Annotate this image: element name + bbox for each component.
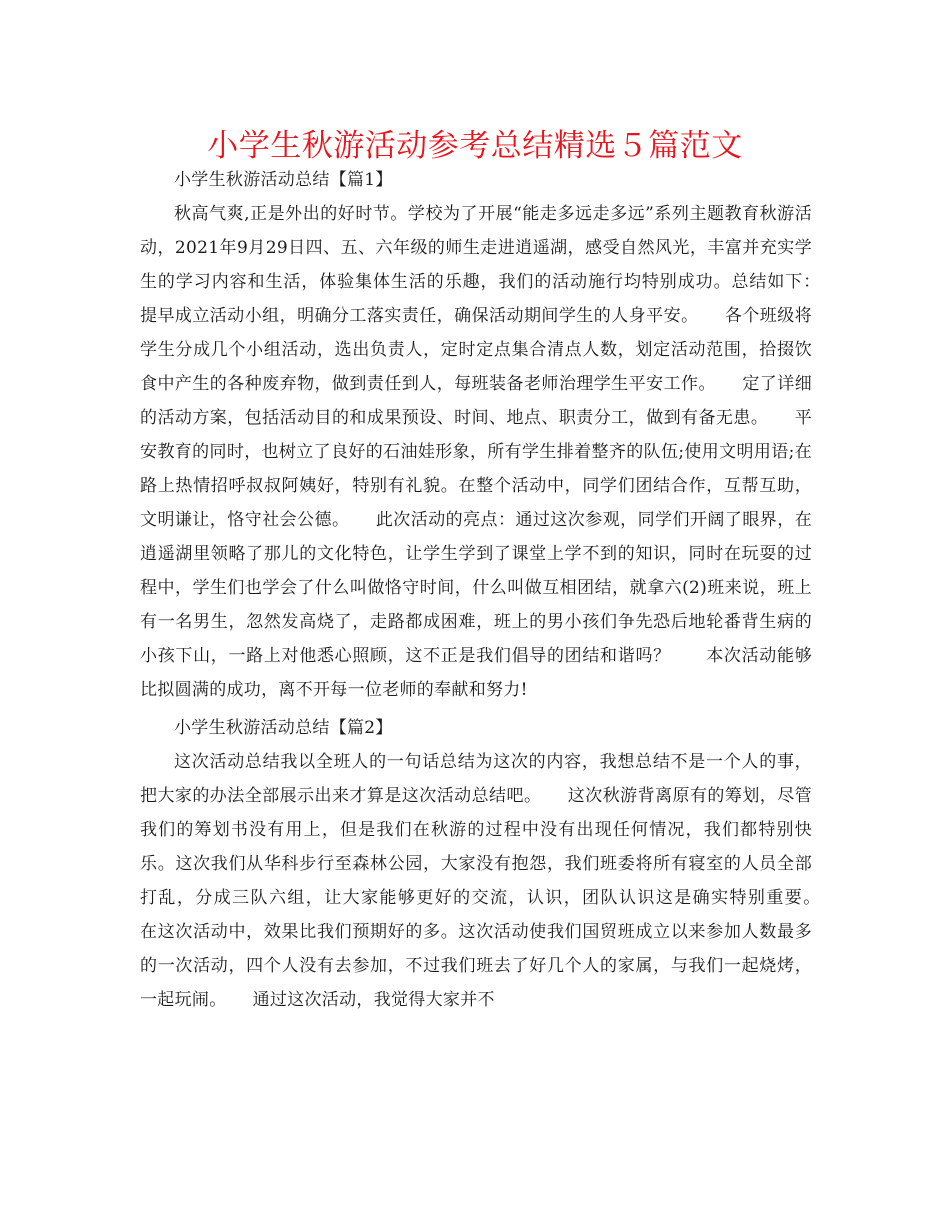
section-heading-2: 小学生秋游活动总结【篇2】 <box>174 718 393 738</box>
section-paragraph-2: 这次活动总结我以全班人的一句话总结为这次的内容，我想总结不是一个人的事，把大家的办法全部展示出来才算是这次活动总结吧。 这次秋游背离原有的筹划，尽管我们的筹划书没有用上，但是我们在秋游的过程中没有出现任何情况，我们都特别快乐。这次我们从华科步行至森林公园，大家没有抱怨，我们班委将所有寝室的人员全部打乱，分成三队六组，让大家能够更好的交流，认识，团队认识这是确实特别重要。 在这次活动中，效果比我们预期好的多。这次活动使我们国贸班成立以来参加人数最多的一次活动，四个人没有去参加，不过我们班去了好几个人的家属，与我们一起烧烤，一起玩闹。 通过这次活动，我觉得大家并不 <box>140 752 847 1010</box>
section-heading-1: 小学生秋游活动总结【篇1】 <box>174 170 393 190</box>
section-paragraph-1: 秋高气爽,正是外出的好时节。学校为了开展“能走多远走多远”系列主题教育秋游活动，2021年9月29日四、五、六年级的师生走进逍遥湖，感受自然风光，丰富并充实学生的学习内容和生活，体验集体生活的乐趣，我们的活动施行均特别成功。总结如下： 提早成立活动小组，明确分工落实责任，确保活动期间学生的人身平安。 各个班级将学生分成几个小组活动，选出负责人，定时定点集合清点人数，划定活动范围，拾掇饮食中产生的各种废弃物，做到责任到人，每班装备老师治理学生平安工作。 定了详细的活动方案，包括活动目的和成果预设、时间、地点、职责分工，做到有备无患。 平安教育的同时，也树立了良好的石油娃形象，所有学生排着整齐的队伍;使用文明用语;在路上热情招呼叔叔阿姨好，特别有礼貌。在整个活动中，同学们团结合作，互帮互助，文明谦让，恪守社会公德。 此次活动的亮点：通过这次参观，同学们开阔了眼界，在逍遥湖里领略了那儿的文化特色，让学生学到了课堂上学不到的知识，同时在玩耍的过程中，学生们也学会了什么叫做恪守时间，什么叫做互相团结，就拿六(2)班来说，班上有一名男生，忽然发高烧了，走路都成困难，班上的男小孩们争先恐后地轮番背生病的小孩下山，一路上对他悉心照顾，这不正是我们倡导的团结和谐吗？ 本次活动能够比拟圆满的成功，离不开每一位老师的奉献和努力! <box>140 204 847 700</box>
document-body <box>140 163 847 1017</box>
document-title: 小学生秋游活动参考总结精选５篇范文 <box>207 128 743 164</box>
